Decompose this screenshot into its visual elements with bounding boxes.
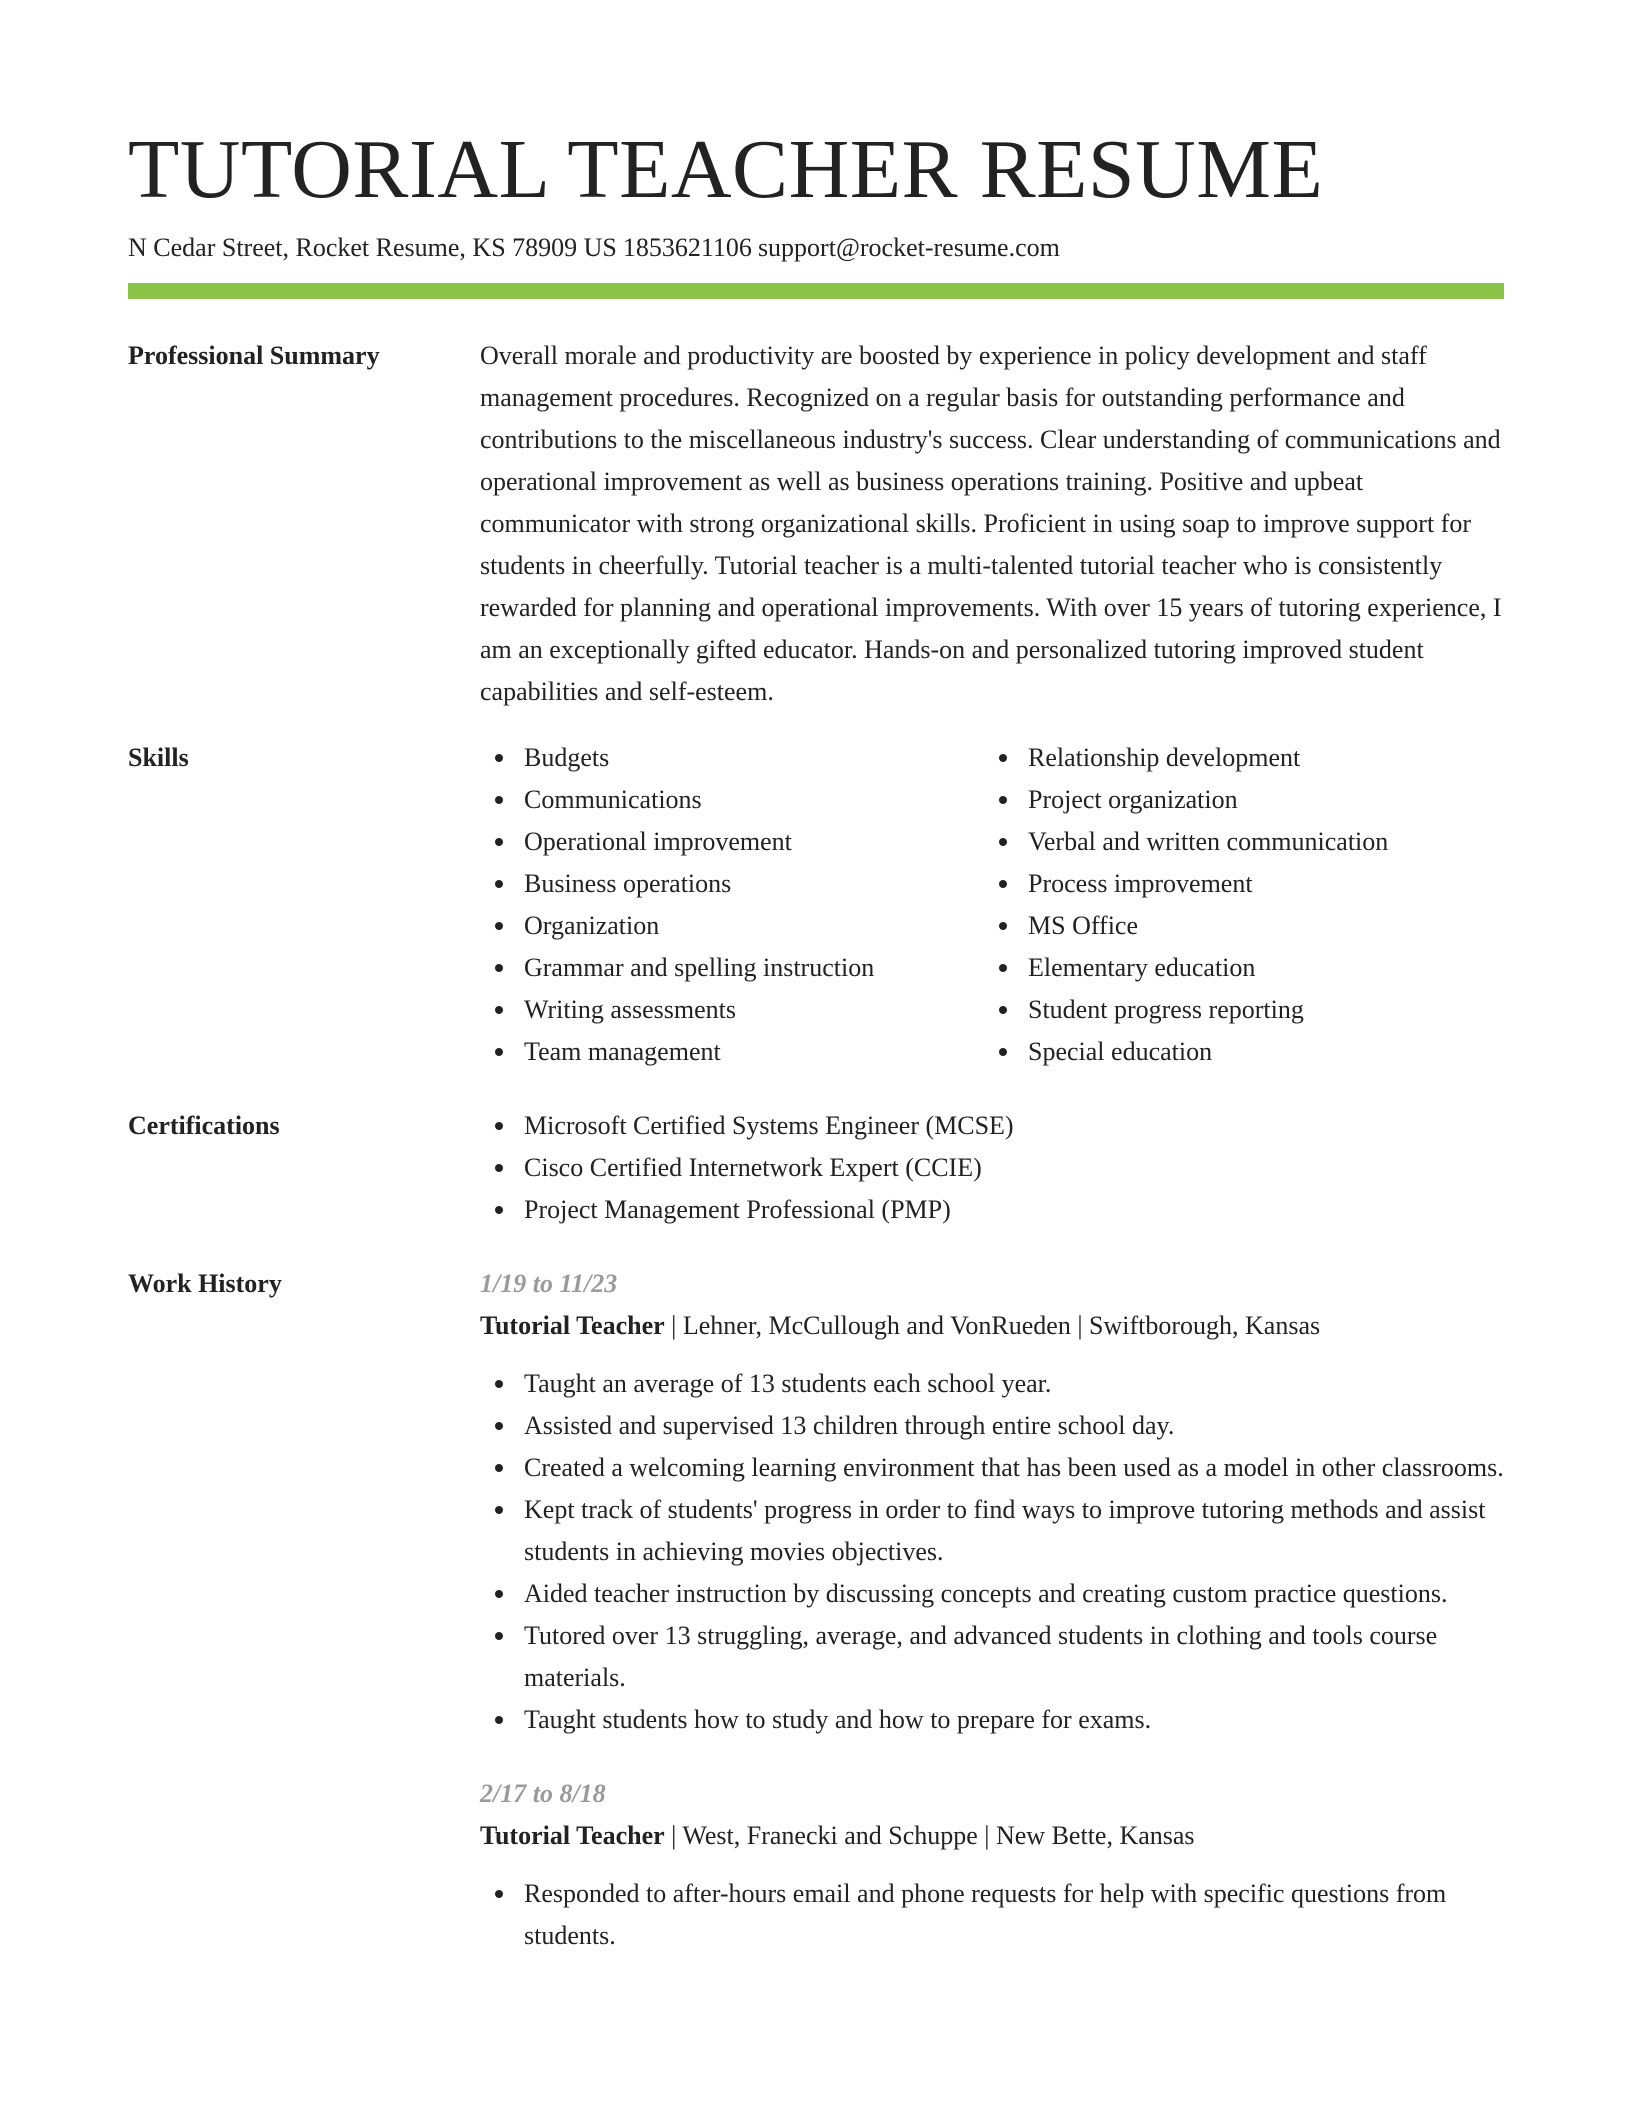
skill-item: Special education — [984, 1031, 1488, 1073]
section-label-skills: Skills — [128, 743, 189, 772]
skill-item: Communications — [480, 779, 984, 821]
job-duty-item: Taught students how to study and how to prepare for exams. — [480, 1699, 1504, 1741]
resume-page — [128, 0, 1504, 1957]
summary-text: Overall morale and productivity are boosted by experience in policy development and staff management procedures. Recognized on a regular basis for outstanding performance and contributions to the miscellaneous industry's success. Clear understanding of communications and operational improvement as well as business operations training. Positive and upbeat communicator with strong organizational skills. Proficient in using soap to improve support for students in cheerfully. Tutorial teacher is a multi-talented tutorial teacher who is consistently rewarded for planning and operational improvements. With over 15 years of tutoring experience, I am an exceptionally gifted educator. Hands-on and personalized tutoring improved student capabilities and self-esteem. — [480, 341, 1502, 706]
skill-item: Verbal and written communication — [984, 821, 1488, 863]
job-heading — [480, 1305, 1504, 1347]
summary-section — [128, 335, 1504, 713]
job-duty-item: Assisted and supervised 13 children through entire school day. — [480, 1405, 1504, 1447]
certifications-body — [480, 1105, 1504, 1231]
skill-item: Elementary education — [984, 947, 1488, 989]
contact-email: support@rocket-resume.com — [757, 233, 1060, 262]
job-heading — [480, 1815, 1504, 1857]
certification-item: Microsoft Certified Systems Engineer (MCSE) — [480, 1105, 1504, 1147]
job-title: Tutorial Teacher — [480, 1311, 665, 1340]
work-history-section — [128, 1263, 1504, 1957]
job-duties-list — [480, 1363, 1504, 1741]
skills-list-left — [480, 737, 984, 1073]
skill-item: Process improvement — [984, 863, 1488, 905]
skill-item: Operational improvement — [480, 821, 984, 863]
job-details: | West, Franecki and Schuppe | New Bette, Kansas — [664, 1821, 1195, 1850]
skill-item: Student progress reporting — [984, 989, 1488, 1031]
skill-item: Grammar and spelling instruction — [480, 947, 984, 989]
skill-item: Relationship development — [984, 737, 1488, 779]
work-history-body — [480, 1263, 1504, 1957]
job-duty-item: Aided teacher instruction by discussing concepts and creating custom practice questions. — [480, 1573, 1504, 1615]
job-entry — [480, 1263, 1504, 1741]
skills-body — [480, 737, 1504, 1073]
job-duty-item: Tutored over 13 struggling, average, and advanced students in clothing and tools course materials. — [480, 1615, 1504, 1699]
skill-item: Business operations — [480, 863, 984, 905]
resume-title: TUTORIAL TEACHER RESUME — [128, 123, 1324, 216]
certifications-list — [480, 1105, 1504, 1231]
job-duty-item: Created a welcoming learning environment that has been used as a model in other classrooms. — [480, 1447, 1504, 1489]
job-dates: 2/17 to 8/18 — [480, 1779, 606, 1808]
contact-phone: 1853621106 — [622, 233, 752, 262]
contact-line — [128, 231, 1504, 265]
skill-item: MS Office — [984, 905, 1488, 947]
job-dates: 1/19 to 11/23 — [480, 1269, 618, 1298]
skill-item: Budgets — [480, 737, 984, 779]
job-entry — [480, 1773, 1504, 1957]
section-label-summary: Professional Summary — [128, 341, 380, 370]
skill-item: Project organization — [984, 779, 1488, 821]
certifications-section — [128, 1105, 1504, 1231]
job-title: Tutorial Teacher — [480, 1821, 665, 1850]
contact-address: N Cedar Street, Rocket Resume, KS 78909 US — [128, 233, 617, 262]
section-label-work-history: Work History — [128, 1269, 282, 1298]
job-duty-item: Kept track of students' progress in order to find ways to improve tutoring methods and assist students in achieving movies objectives. — [480, 1489, 1504, 1573]
certification-item: Cisco Certified Internetwork Expert (CCIE) — [480, 1147, 1504, 1189]
skill-item: Team management — [480, 1031, 984, 1073]
section-label-certifications: Certifications — [128, 1111, 280, 1140]
summary-body — [480, 335, 1504, 713]
job-duties-list — [480, 1873, 1504, 1957]
job-details: | Lehner, McCullough and VonRueden | Swiftborough, Kansas — [664, 1311, 1321, 1340]
header-divider — [128, 283, 1504, 299]
skill-item: Organization — [480, 905, 984, 947]
job-duty-item: Taught an average of 13 students each school year. — [480, 1363, 1504, 1405]
skill-item: Writing assessments — [480, 989, 984, 1031]
certification-item: Project Management Professional (PMP) — [480, 1189, 1504, 1231]
job-duty-item: Responded to after-hours email and phone requests for help with specific questions from students. — [480, 1873, 1504, 1957]
skills-section — [128, 737, 1504, 1073]
skills-list-right — [984, 737, 1488, 1073]
